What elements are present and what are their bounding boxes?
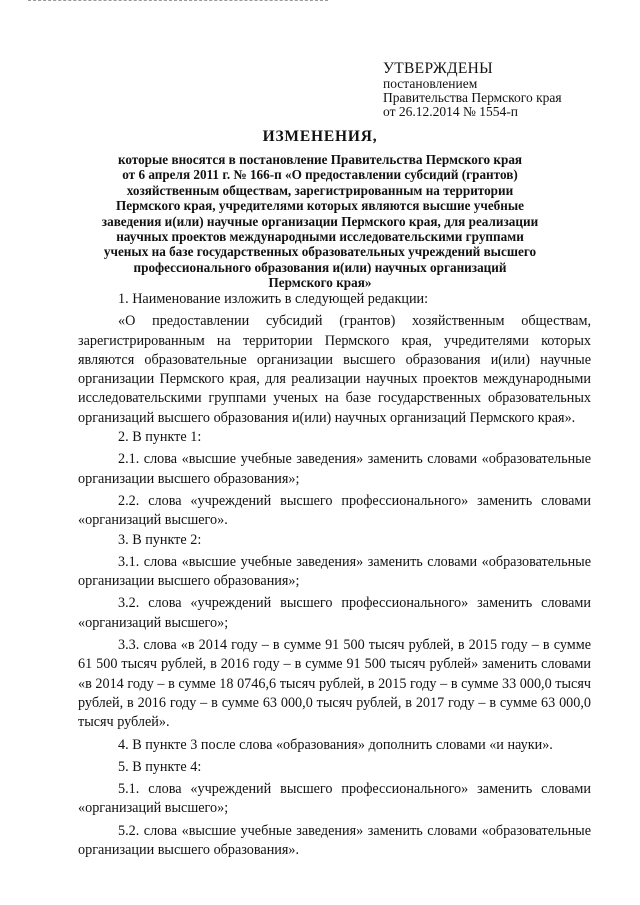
approved-title: УТВЕРЖДЕНЫ [383,60,493,77]
scan-top-edge-artifact [28,0,328,5]
paragraph-3-2: 3.2. слова «учреждений высшего профессионального» заменить словами «организаций высшего»; [78,595,591,631]
approved-line-2: Правительства Пермского края [383,90,562,105]
approved-line-3: от 26.12.2014 № 1554-п [383,104,518,119]
paragraph-2: 2. В пункте 1: [118,429,202,446]
paragraph-5-1: 5.1. слова «учреждений высшего профессионального» заменить словами «организаций высшего»; [78,781,591,817]
paragraph-5: 5. В пункте 4: [118,758,202,775]
subtitle-line: заведения и(или) научные организации Пермского края, для реализации [101,213,539,229]
paragraph-3: 3. В пункте 2: [118,531,202,548]
document-subtitle [85,152,555,291]
paragraph-3-3: 3.3. слова «в 2014 году – в сумме 91 500 тысяч рублей, в 2015 году – в сумме 61 500 тысяч рублей, в 2016 году – в сумме 91 500 тысяч рублей» заменить словами «в 2014 году – в сумме 18 0746,6 тысяч рублей, в 2015 году – в сумме 33 000,0 тысяч рублей, в 2016 году – в сумме 63 000,0 тысяч рублей, в 2017 году – в сумме 63 000,0 тысяч рублей». [78,637,591,731]
subtitle-line: профессионального образования и(или) научных организаций [133,259,507,275]
subtitle-line: хозяйственным обществам, зарегистрированным на территории [126,182,514,198]
subtitle-line: от 6 апреля 2011 г. № 166-п «О предоставлении субсидий (грантов) [122,167,518,183]
subtitle-line: Пермского края» [268,275,372,291]
document-title: ИЗМЕНЕНИЯ, [262,128,378,145]
approval-stamp-block [383,60,633,119]
paragraph-1-text: «О предоставлении субсидий (грантов) хозяйственным обществам, зарегистрированным на территории Пермского края, учредителями которых являются образовательные организации высшего образования и(или) научные организации Пермского края, для реализации научных проектов международными исследовательскими группами ученых на базе государственных образовательных организаций высшего образования и(или) научных организаций Пермского края». [78,313,591,426]
paragraph-2-1: 2.1. слова «высшие учебные заведения» заменить словами «образовательные организации высшего образования»; [78,451,591,487]
paragraph-2-2: 2.2. слова «учреждений высшего профессионального» заменить словами «организаций высшего». [78,492,591,529]
approved-line-1: постановлением [383,76,478,91]
subtitle-line: которые вносятся в постановление Правительства Пермского края [117,152,523,167]
subtitle-line: ученых на базе государственных образовательных учреждений высшего [103,244,537,260]
subtitle-line: научных проектов международными исследовательскими группами [116,229,524,245]
paragraph-4: 4. В пункте 3 после слова «образования» дополнить словами «и науки». [118,736,553,753]
document-body [78,290,591,860]
paragraph-1: 1. Наименование изложить в следующей редакции: [118,291,429,307]
paragraph-3-1: 3.1. слова «высшие учебные заведения» заменить словами «образовательные организации высшего образования»; [78,553,591,590]
subtitle-line: Пермского края, учредителями которых являются высшие учебные [115,198,525,214]
paragraph-5-2: 5.2. слова «высшие учебные заведения» заменить словами «образовательные организации высшего образования». [78,822,591,859]
